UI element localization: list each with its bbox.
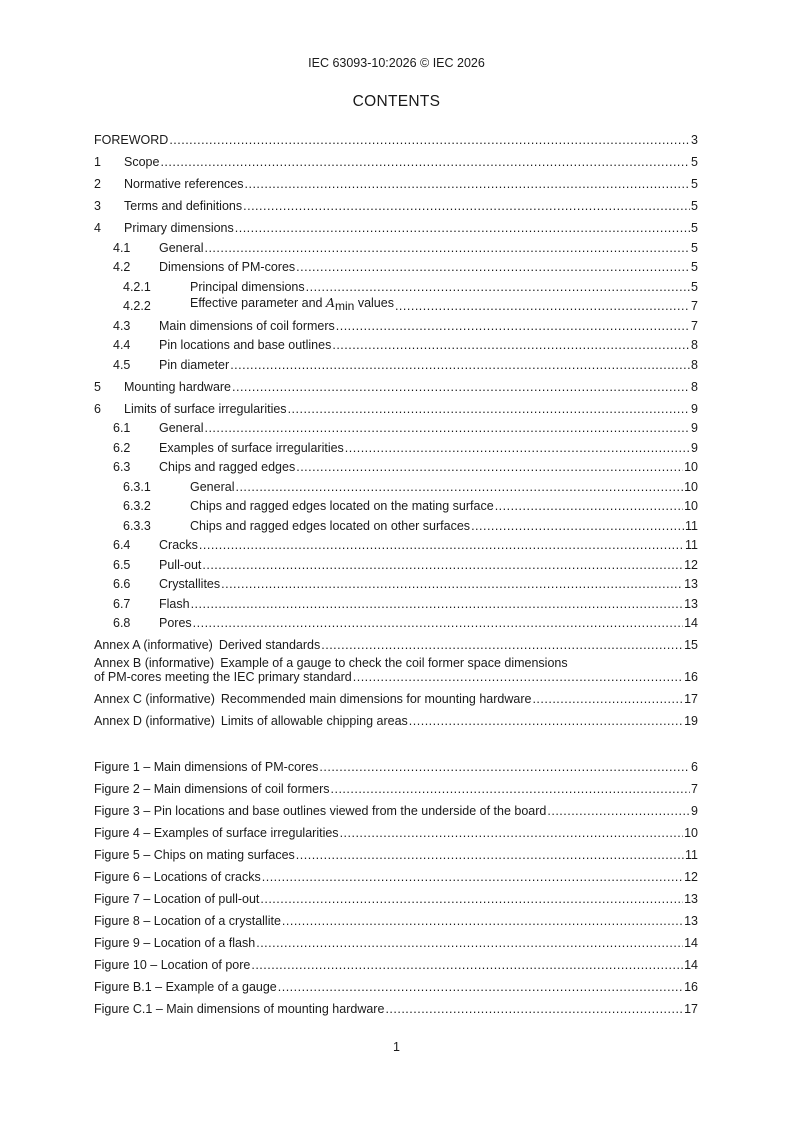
dot-leader [251,958,683,972]
figure-title: Figure 10 – Location of pore [94,958,251,972]
toc-entry[interactable] [94,474,698,494]
toc-entry-page: 9 [691,440,698,455]
dot-leader [321,638,683,652]
toc-entry[interactable] [94,611,698,631]
toc-entry-number: 6.2 [113,440,131,455]
dot-leader [336,319,690,333]
toc-entry-page: 7 [691,299,698,313]
toc-entry-title: Primary dimensions [124,221,234,235]
toc-entry-title: Flash [159,596,190,611]
toc-entry-page: 3 [691,133,698,147]
toc-entry-number: 4.1 [113,240,131,255]
toc-entry-title: Pores [159,616,192,630]
toc-entry[interactable] [94,352,698,372]
toc-entry[interactable] [94,191,698,213]
dot-leader [385,1002,683,1016]
annex-entry-line [94,670,698,684]
toc-entry-number: 6.3.3 [123,518,151,533]
toc-entry-number: 6.3.2 [123,499,151,513]
toc-entry-number: 6.4 [113,538,131,552]
toc-entry[interactable] [94,213,698,235]
toc-entry-number: 3 [94,199,101,213]
toc-entry-title: Pin diameter [159,357,230,372]
figure-page: 13 [684,914,698,928]
figure-title: Figure 9 – Location of a flash [94,936,256,950]
table-of-contents [94,125,698,1016]
toc-entry-title: Examples of surface irregularities [159,440,344,455]
figure-entry[interactable] [94,774,698,796]
dot-leader [547,804,690,818]
annex-label: Annex D (informative) [94,714,215,728]
dot-leader [332,338,690,352]
toc-entry[interactable] [94,533,698,553]
dot-leader [395,299,690,313]
toc-entry-title: Pin locations and base outlines [159,338,332,352]
toc-entry-title [190,296,394,313]
toc-entry-number: 6.5 [113,557,131,572]
dot-leader [345,441,690,455]
toc-entry-page: 10 [684,499,698,513]
toc-entry[interactable] [94,572,698,592]
toc-entry-title: Limits of surface irregularities [124,401,287,416]
toc-entry-page: 13 [684,596,698,611]
figure-entry[interactable] [94,928,698,950]
toc-entry-page: 5 [691,177,698,191]
toc-entry[interactable] [94,494,698,514]
toc-entry[interactable] [94,552,698,572]
toc-entry-page: 10 [684,460,698,474]
figure-page: 12 [684,870,698,884]
title-text: Effective parameter and [190,296,326,310]
toc-entry-number: 6.6 [113,577,131,591]
figure-title: Figure 1 – Main dimensions of PM-cores [94,760,319,774]
annex-page: 17 [684,692,698,706]
dot-leader [199,538,684,552]
dot-leader [245,177,691,191]
dot-leader [319,760,690,774]
toc-entry[interactable] [94,455,698,475]
dot-leader [160,155,690,169]
symbol-subscript: min [335,299,355,313]
annex-title: Recommended main dimensions for mounting hardware [220,692,532,706]
dot-leader [471,519,684,533]
toc-entry[interactable] [94,255,698,275]
dot-leader [193,616,683,630]
dot-leader [532,692,683,706]
figure-title: Figure 7 – Location of pull-out [94,892,260,906]
toc-entry-page: 8 [691,379,698,394]
annex-label: Annex B (informative) [94,656,215,670]
annex-entry-line [94,656,698,670]
page-number: 1 [393,1040,400,1054]
figure-title: Figure 4 – Examples of surface irregularities [94,826,339,840]
annex-page: 19 [684,714,698,728]
toc-entry-page: 10 [684,479,698,494]
toc-entry-page: 5 [691,199,698,213]
toc-entry-title: Chips and ragged edges [159,460,296,474]
figure-title: Figure 2 – Main dimensions of coil formers [94,782,330,796]
toc-entry-number: 6.7 [113,596,131,611]
dot-leader [202,558,683,572]
dot-leader [256,936,683,950]
dot-leader [260,892,683,906]
toc-entry-title: Mounting hardware [124,379,232,394]
toc-entry-page: 14 [684,616,698,630]
figure-entry[interactable] [94,796,698,818]
figure-title: Figure C.1 – Main dimensions of mounting hardware [94,1002,385,1016]
figure-page: 7 [691,782,698,796]
toc-entry-page: 7 [691,318,698,333]
toc-entry-title: FOREWORD [94,133,169,147]
figure-page: 16 [684,980,698,994]
toc-entry-number: 4.5 [113,357,131,372]
figure-page: 13 [684,892,698,906]
toc-entry-page: 5 [691,221,698,235]
toc-entry-number: 2 [94,177,101,191]
toc-entry[interactable] [94,513,698,533]
dot-leader [296,260,690,274]
dot-leader [306,280,690,294]
dot-leader [495,499,683,513]
figure-title: Figure 5 – Chips on mating surfaces [94,848,295,862]
toc-entry-title: Terms and definitions [124,199,243,213]
annex-title-cont: of PM-cores meeting the IEC primary standard [94,670,352,684]
toc-entry[interactable] [94,394,698,416]
toc-annexes [94,630,698,728]
toc-entry-title: General [190,479,235,494]
toc-entry[interactable] [94,294,698,314]
toc-entry-title: Normative references [124,177,244,191]
toc-entry-page: 11 [685,518,698,533]
dot-leader [232,380,690,394]
toc-figures [94,752,698,1016]
toc-entry-title: Chips and ragged edges located on the mating surface [190,499,494,513]
figure-page: 9 [691,804,698,818]
toc-entry-number: 6 [94,401,101,416]
toc-entry[interactable] [94,169,698,191]
toc-entry[interactable] [94,235,698,255]
toc-entry[interactable] [94,125,698,147]
annex-title: Derived standards [218,638,321,652]
figure-title: Figure 3 – Pin locations and base outlines viewed from the underside of the board [94,804,547,818]
figure-page: 11 [685,848,698,862]
toc-entry[interactable] [94,147,698,169]
toc-entry-page: 9 [691,401,698,416]
dot-leader [243,199,690,213]
dot-leader [230,358,690,372]
dot-leader [204,421,690,435]
annex-entry[interactable] [94,630,698,652]
figure-entry[interactable] [94,906,698,928]
figure-page: 6 [691,760,698,774]
toc-entry-page: 11 [685,538,698,552]
toc-entry-page: 5 [691,279,698,294]
toc-entry-page: 12 [684,557,698,572]
toc-entry-number: 5 [94,379,101,394]
figure-title: Figure 6 – Locations of cracks [94,870,261,884]
figure-entry[interactable] [94,840,698,862]
dot-leader [221,577,683,591]
annex-entry[interactable] [94,684,698,706]
dot-leader [282,914,683,928]
dot-leader [262,870,683,884]
toc-entry-title: Principal dimensions [190,279,305,294]
section-gap [94,728,698,752]
toc-entry-number: 4.3 [113,318,131,333]
toc-entry-number: 6.1 [113,421,131,435]
dot-leader [296,460,683,474]
annex-entry[interactable] [94,706,698,728]
figure-entry[interactable] [94,752,698,774]
toc-entry-title: Main dimensions of coil formers [159,318,335,333]
toc-entry-page: 13 [684,577,698,591]
toc-entry[interactable] [94,274,698,294]
toc-entry-page: 5 [691,260,698,274]
annex-title: Limits of allowable chipping areas [220,714,408,728]
symbol-a: A [325,295,335,310]
dot-leader [288,402,690,416]
figure-entry[interactable] [94,950,698,972]
dot-leader [235,480,683,494]
figure-page: 17 [684,1002,698,1016]
toc-entry-number: 4.2.2 [123,299,151,313]
dot-leader [191,597,684,611]
toc-entry-title: Dimensions of PM-cores [159,260,296,274]
document-header: IEC 63093-10:2026 © IEC 2026 [308,56,485,70]
toc-entry-page: 8 [691,338,698,352]
toc-entry-title: General [159,421,204,435]
toc-entry-number: 6.8 [113,616,131,630]
annex-entry-title [94,638,320,652]
annex-page: 16 [684,670,698,684]
annex-entry[interactable] [94,652,698,684]
toc-entry-number: 1 [94,155,101,169]
annex-label: Annex A (informative) [94,638,213,652]
dot-leader [296,848,684,862]
toc-entry-title: Chips and ragged edges located on other surfaces [190,518,471,533]
toc-entry-title: Scope [124,155,160,169]
toc-entry-title: Cracks [159,538,198,552]
toc-entry-title: Crystallites [159,577,221,591]
toc-entry[interactable] [94,333,698,353]
toc-entry[interactable] [94,372,698,394]
toc-entry-title: General [159,240,204,255]
annex-label: Annex C (informative) [94,692,215,706]
dot-leader [204,241,690,255]
page-title: CONTENTS [352,93,441,110]
toc-entry[interactable] [94,591,698,611]
toc-entry-number: 6.3.1 [123,479,151,494]
toc-entry[interactable] [94,435,698,455]
toc-entry-page: 9 [691,421,698,435]
dot-leader [353,670,683,684]
toc-entry[interactable] [94,313,698,333]
annex-title: Example of a gauge to check the coil former space dimensions [220,656,568,670]
toc-entry-page: 5 [691,155,698,169]
figure-entry[interactable] [94,818,698,840]
figure-entry[interactable] [94,884,698,906]
figure-page: 14 [684,936,698,950]
annex-entry-title [94,692,531,706]
figure-page: 10 [684,826,698,840]
toc-entry-number: 4.2 [113,260,131,274]
dot-leader [340,826,684,840]
figure-page: 14 [684,958,698,972]
toc-entry-number: 4 [94,221,101,235]
title-text: values [354,296,394,310]
figure-title: Figure B.1 – Example of a gauge [94,980,277,994]
toc-entry[interactable] [94,416,698,436]
dot-leader [278,980,683,994]
toc-entry-title: Pull-out [159,557,202,572]
figure-title: Figure 8 – Location of a crystallite [94,914,281,928]
toc-sections [94,125,698,630]
figure-entry[interactable] [94,862,698,884]
annex-page: 15 [684,638,698,652]
toc-entry-number: 4.2.1 [123,279,151,294]
toc-entry-number: 4.4 [113,338,131,352]
toc-entry-number: 6.3 [113,460,131,474]
dot-leader [169,133,690,147]
annex-entry-title [94,714,408,728]
dot-leader [235,221,690,235]
dot-leader [409,714,683,728]
toc-entry-page: 8 [691,357,698,372]
figure-entry[interactable] [94,994,698,1016]
dot-leader [331,782,691,796]
toc-entry-page: 5 [691,240,698,255]
figure-entry[interactable] [94,972,698,994]
